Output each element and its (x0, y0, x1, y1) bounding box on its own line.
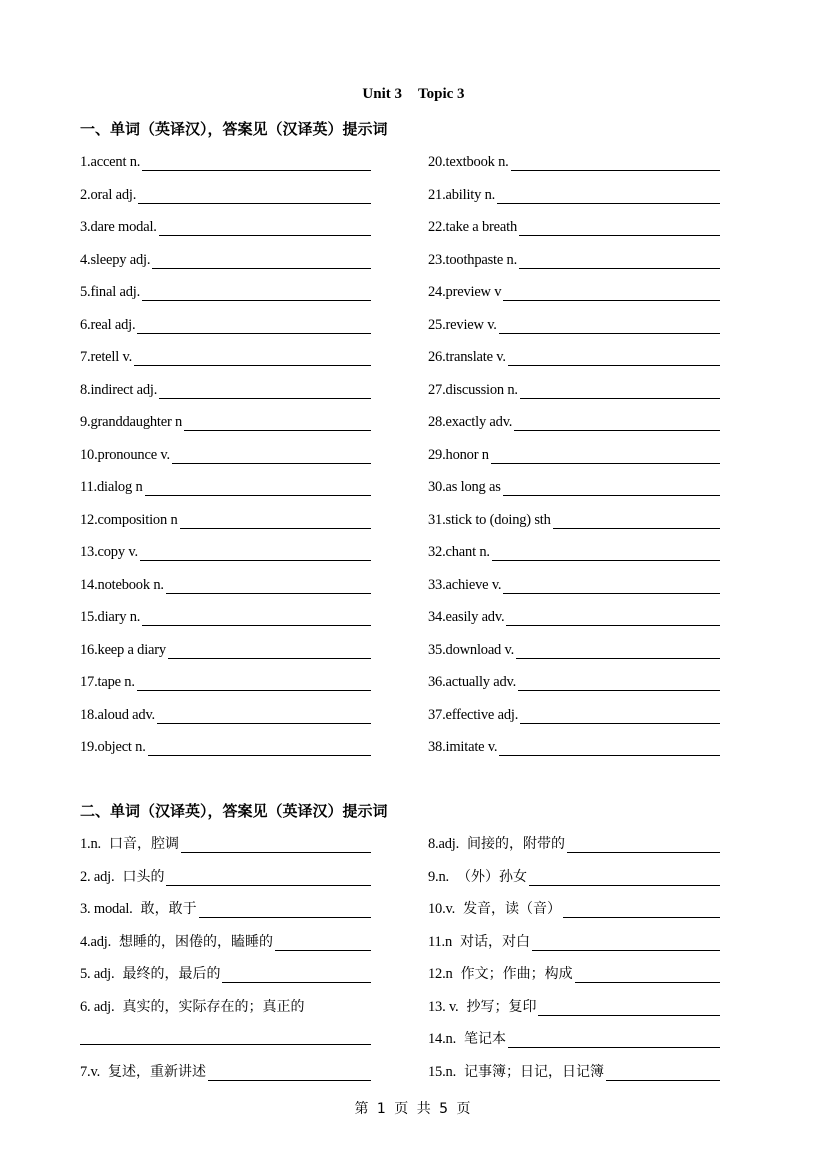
vocab-word: 21.ability n. (428, 186, 496, 203)
answer-blank[interactable] (159, 381, 371, 399)
answer-blank[interactable] (575, 965, 720, 983)
vocab-row (80, 572, 371, 594)
answer-blank[interactable] (159, 218, 371, 236)
answer-blank[interactable] (145, 478, 371, 496)
vocab-row (80, 961, 371, 983)
vocab-row (428, 994, 720, 1016)
vocab-word: 13.copy v. (80, 544, 138, 560)
vocab-row (428, 1026, 720, 1048)
part-of-speech: 4.adj. (80, 933, 112, 950)
vocab-row (428, 182, 720, 204)
vocab-row (428, 734, 720, 756)
vocab-row (80, 377, 371, 399)
page-title (0, 86, 827, 103)
vocab-row (428, 409, 720, 431)
answer-blank[interactable] (508, 1030, 720, 1048)
answer-blank[interactable] (199, 900, 371, 918)
chinese-meaning: 想睡的，困倦的，瞌睡的 (119, 933, 274, 950)
vocab-row (428, 474, 720, 496)
answer-blank[interactable] (142, 608, 371, 626)
chinese-meaning: 笔记本 (464, 1031, 507, 1047)
vocab-word: 5.final adj. (80, 284, 141, 300)
vocab-word: 8.indirect adj. (80, 381, 158, 398)
part-of-speech: 2. adj. (80, 868, 115, 885)
vocab-row (428, 312, 720, 334)
vocab-word: 12.composition n (80, 511, 178, 528)
answer-blank[interactable] (518, 673, 720, 691)
vocab-row (428, 279, 720, 301)
vocab-row (80, 929, 371, 951)
answer-blank[interactable] (497, 186, 720, 204)
answer-blank[interactable] (180, 511, 372, 529)
answer-blank[interactable] (492, 543, 720, 561)
chinese-meaning: 发音，读（音） (463, 901, 562, 917)
part-of-speech: 3. modal. (80, 901, 133, 917)
part-of-speech: 6. adj. (80, 998, 115, 1015)
part-of-speech: 8.adj. (428, 836, 460, 852)
answer-blank[interactable] (516, 641, 720, 659)
vocab-row (80, 149, 371, 171)
vocab-row (428, 539, 720, 561)
answer-blank[interactable] (152, 251, 371, 269)
vocab-row (80, 214, 371, 236)
vocab-word: 1.accent n. (80, 154, 141, 170)
answer-blank[interactable] (157, 706, 371, 724)
answer-blank[interactable] (519, 251, 720, 269)
vocab-word: 23.toothpaste n. (428, 251, 518, 268)
answer-blank[interactable] (519, 218, 720, 236)
vocab-word: 11.dialog n (80, 479, 143, 495)
answer-blank[interactable] (532, 933, 720, 951)
vocab-row (80, 604, 371, 626)
vocab-row (80, 994, 371, 1016)
section-1-heading: 一、单词（英译汉），答案见（汉译英）提示词 (80, 120, 388, 138)
answer-blank[interactable] (222, 965, 371, 983)
chinese-meaning: 记事簿；日记，日记簿 (464, 1063, 605, 1080)
vocab-row (80, 539, 371, 561)
vocab-row (80, 182, 371, 204)
part-of-speech: 9.n. (428, 868, 449, 885)
vocab-row (80, 409, 371, 431)
answer-blank[interactable] (142, 153, 371, 171)
vocab-row (428, 442, 720, 464)
chinese-meaning: 复述，重新讲述 (108, 1063, 207, 1080)
vocab-word: 29.honor n (428, 446, 489, 463)
answer-blank[interactable] (503, 478, 720, 496)
vocab-row (428, 214, 720, 236)
part-of-speech: 11.n (428, 933, 453, 950)
chinese-meaning: 最终的，最后的 (122, 966, 221, 982)
vocab-word: 31.stick to (doing) sth (428, 511, 551, 528)
vocab-row (80, 637, 371, 659)
vocab-row (428, 896, 720, 918)
vocab-word: 20.textbook n. (428, 154, 509, 170)
part-of-speech: 10.v. (428, 901, 456, 917)
answer-blank[interactable] (538, 998, 720, 1016)
vocab-row (428, 961, 720, 983)
vocab-row (428, 247, 720, 269)
chinese-meaning: 对话，对白 (460, 933, 531, 950)
vocab-row (428, 831, 720, 853)
part-of-speech: 7.v. (80, 1063, 101, 1080)
answer-blank[interactable] (142, 283, 371, 301)
vocab-word: 25.review v. (428, 316, 497, 333)
chinese-meaning: 口音，腔调 (108, 836, 179, 852)
vocab-row (80, 507, 371, 529)
vocab-row (80, 896, 371, 918)
answer-blank[interactable] (503, 283, 720, 301)
part-of-speech: 12.n (428, 966, 453, 982)
page-footer: 第 1 页 共 5 页 (354, 1101, 473, 1117)
vocab-word: 32.chant n. (428, 544, 490, 560)
vocab-word: 24.preview v (428, 284, 502, 300)
chinese-meaning: 真实的，实际存在的；真正的 (122, 998, 305, 1015)
vocab-word: 9.granddaughter n (80, 414, 183, 430)
answer-blank[interactable] (140, 543, 371, 561)
vocab-row (428, 1059, 720, 1081)
answer-blank[interactable] (499, 738, 720, 756)
answer-blank[interactable] (503, 576, 720, 594)
answer-blank[interactable] (491, 446, 720, 464)
vocab-row (428, 344, 720, 366)
vocab-word: 7.retell v. (80, 349, 133, 365)
vocab-word: 22.take a breath (428, 219, 517, 235)
chinese-meaning: 口头的 (122, 868, 165, 885)
vocab-row (428, 864, 720, 886)
vocab-row (80, 864, 371, 886)
chinese-meaning: 作文；作曲；构成 (460, 966, 573, 982)
vocab-word: 28.exactly adv. (428, 414, 513, 430)
vocab-word: 33.achieve v. (428, 576, 502, 593)
answer-blank[interactable] (520, 381, 720, 399)
vocab-row (80, 1059, 371, 1081)
answer-blank[interactable] (606, 1063, 720, 1081)
vocab-row (80, 831, 371, 853)
answer-blank[interactable] (80, 1043, 371, 1045)
answer-blank[interactable] (511, 153, 720, 171)
answer-blank[interactable] (134, 348, 371, 366)
answer-blank[interactable] (137, 316, 371, 334)
part-of-speech: 13. v. (428, 998, 459, 1015)
vocab-row (80, 734, 371, 756)
vocab-word: 27.discussion n. (428, 381, 518, 398)
chinese-meaning: 敢，敢于 (140, 901, 197, 917)
vocab-row (80, 247, 371, 269)
answer-blank[interactable] (520, 706, 720, 724)
vocab-row (428, 604, 720, 626)
vocab-row (428, 572, 720, 594)
vocab-word: 18.aloud adv. (80, 706, 155, 723)
answer-blank[interactable] (514, 413, 720, 431)
chinese-meaning: （外）孙女 (456, 868, 527, 885)
answer-blank[interactable] (499, 316, 720, 334)
vocab-word: 35.download v. (428, 641, 515, 658)
chinese-meaning: 间接的，附带的 (467, 836, 566, 852)
answer-blank[interactable] (553, 511, 720, 529)
vocab-row (428, 669, 720, 691)
answer-blank[interactable] (208, 1063, 371, 1081)
vocab-word: 4.sleepy adj. (80, 251, 151, 268)
vocab-word: 19.object n. (80, 739, 146, 755)
part-of-speech: 14.n. (428, 1031, 457, 1047)
answer-blank[interactable] (508, 348, 720, 366)
vocab-row (428, 507, 720, 529)
answer-blank[interactable] (181, 835, 371, 853)
vocab-row (428, 929, 720, 951)
vocab-row (80, 312, 371, 334)
answer-blank[interactable] (184, 413, 371, 431)
vocab-word: 2.oral adj. (80, 186, 137, 203)
vocab-word: 16.keep a diary (80, 641, 166, 658)
part-of-speech: 1.n. (80, 836, 101, 852)
topic-label: Topic 3 (418, 86, 465, 102)
section-2-heading: 二、单词（汉译英），答案见（英译汉）提示词 (80, 802, 388, 820)
vocab-word: 34.easily adv. (428, 609, 505, 625)
vocab-row (80, 344, 371, 366)
vocab-row (428, 149, 720, 171)
vocab-row (428, 377, 720, 399)
vocab-row (80, 702, 371, 724)
vocab-word: 10.pronounce v. (80, 446, 170, 463)
answer-blank[interactable] (563, 900, 720, 918)
answer-blank[interactable] (166, 868, 371, 886)
vocab-word: 36.actually adv. (428, 674, 517, 690)
answer-blank[interactable] (148, 738, 371, 756)
vocab-word: 26.translate v. (428, 349, 506, 365)
vocab-word: 30.as long as (428, 479, 501, 495)
answer-blank[interactable] (166, 576, 371, 594)
vocab-word: 15.diary n. (80, 609, 141, 625)
vocab-word: 38.imitate v. (428, 739, 498, 755)
vocab-word: 37.effective adj. (428, 706, 519, 723)
part-of-speech: 5. adj. (80, 966, 115, 982)
vocab-row (428, 637, 720, 659)
answer-blank[interactable] (137, 673, 371, 691)
vocab-row (80, 474, 371, 496)
vocab-word: 6.real adj. (80, 316, 136, 333)
unit-label: Unit 3 (362, 86, 403, 102)
vocab-word: 14.notebook n. (80, 576, 164, 593)
chinese-meaning: 抄写；复印 (466, 998, 537, 1015)
part-of-speech: 15.n. (428, 1063, 457, 1080)
vocab-row (428, 702, 720, 724)
vocab-word: 17.tape n. (80, 674, 135, 690)
answer-blank[interactable] (275, 933, 371, 951)
vocab-row (80, 442, 371, 464)
vocab-word: 3.dare modal. (80, 219, 157, 235)
answer-blank[interactable] (567, 835, 720, 853)
answer-blank[interactable] (172, 446, 371, 464)
answer-blank[interactable] (506, 608, 720, 626)
vocab-row (80, 279, 371, 301)
vocab-row (80, 669, 371, 691)
answer-blank[interactable] (138, 186, 371, 204)
answer-blank[interactable] (168, 641, 371, 659)
answer-blank[interactable] (529, 868, 720, 886)
